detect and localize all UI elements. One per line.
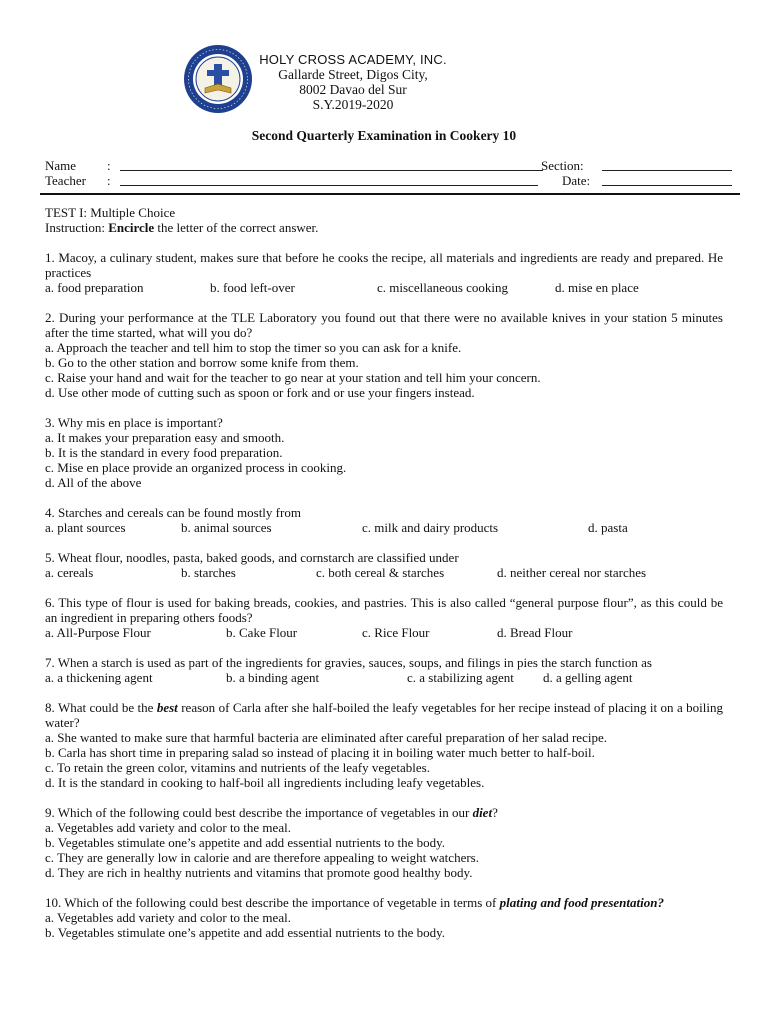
question-5	[45, 550, 723, 580]
question-9	[45, 805, 723, 880]
options-row	[45, 520, 723, 535]
stem-emphasis: diet	[472, 805, 493, 820]
option-c[interactable]: c. To retain the green color, vitamins and nutrients of the leafy vegetables.	[45, 760, 430, 775]
option-b[interactable]: b. animal sources	[181, 520, 272, 535]
question-4	[45, 505, 723, 535]
option-a[interactable]: a. plant sources	[45, 520, 126, 535]
option-c[interactable]: c. miscellaneous cooking	[377, 280, 509, 295]
option-c[interactable]: c. both cereal & starches	[316, 565, 445, 580]
question-3	[45, 415, 723, 490]
option-b[interactable]: b. Carla has short time in preparing salad so instead of placing it in boiling water much better to half-boil.	[45, 745, 595, 760]
school-address-line-2: 8002 Davao del Sur	[299, 82, 407, 97]
stem-emphasis: best	[156, 700, 178, 715]
instruction-bold: Encircle	[108, 220, 155, 235]
stem-text: 9. Which of the following could best describe the importance of vegetables in our	[45, 805, 473, 820]
option-d[interactable]: d. They are rich in healthy nutrients and vitamins that promote good healthy body.	[45, 865, 473, 880]
exam-title: Second Quarterly Examination in Cookery 10	[251, 128, 517, 143]
option-d[interactable]: d. a gelling agent	[543, 670, 633, 685]
stem-text: 8. What could be the	[45, 700, 157, 715]
option-c[interactable]: c. They are generally low in calorie and are therefore appealing to weight watchers.	[45, 850, 479, 865]
option-a[interactable]: a. It makes your preparation easy and smooth.	[45, 430, 285, 445]
option-a[interactable]: a. food preparation	[45, 280, 144, 295]
question-2	[45, 310, 723, 400]
teacher-field-line[interactable]	[120, 185, 538, 186]
option-b[interactable]: b. Go to the other station and borrow some knife from them.	[45, 355, 359, 370]
option-b[interactable]: b. food left-over	[210, 280, 295, 295]
header-divider	[40, 193, 740, 195]
option-c[interactable]: c. milk and dairy products	[362, 520, 499, 535]
option-d[interactable]: d. Bread Flour	[497, 625, 573, 640]
test-title: TEST I: Multiple Choice	[45, 205, 176, 220]
option-d[interactable]: d. neither cereal nor starches	[497, 565, 647, 580]
option-d[interactable]: d. It is the standard in cooking to half-boil all ingredients including leafy vegetables.	[45, 775, 485, 790]
option-c[interactable]: c. Rice Flour	[362, 625, 430, 640]
option-b[interactable]: b. Cake Flour	[226, 625, 298, 640]
teacher-label: Teacher	[45, 173, 86, 188]
teacher-colon: :	[107, 173, 111, 188]
school-year: S.Y.2019-2020	[312, 97, 394, 112]
stem-emphasis: plating and food presentation?	[499, 895, 664, 910]
question-stem	[45, 895, 723, 910]
question-8	[45, 700, 723, 790]
options-row	[45, 565, 723, 580]
option-a[interactable]: a. Approach the teacher and tell him to stop the timer so you can ask for a knife.	[45, 340, 462, 355]
option-b[interactable]: b. It is the standard in every food preparation.	[45, 445, 283, 460]
option-a[interactable]: a. Vegetables add variety and color to the meal.	[45, 910, 291, 925]
option-a[interactable]: a. Vegetables add variety and color to the meal.	[45, 820, 291, 835]
option-c[interactable]: c. Raise your hand and wait for the teacher to go near at your station and tell him your concern.	[45, 370, 541, 385]
question-6	[45, 595, 723, 640]
option-b[interactable]: b. a binding agent	[226, 670, 320, 685]
section-label: Section:	[541, 158, 584, 173]
instruction	[45, 220, 723, 235]
option-b[interactable]: b. starches	[181, 565, 236, 580]
option-d[interactable]: d. pasta	[588, 520, 628, 535]
school-address-line-1: Gallarde Street, Digos City,	[278, 67, 428, 82]
date-field-line[interactable]	[602, 185, 732, 186]
question-7	[45, 655, 723, 685]
name-row	[45, 158, 735, 173]
option-b[interactable]: b. Vegetables stimulate one’s appetite and add essential nutrients to the body.	[45, 835, 446, 850]
options-row	[45, 280, 723, 295]
option-d[interactable]: d. Use other mode of cutting such as spoon or fork and or use your fingers instead.	[45, 385, 475, 400]
option-a[interactable]: a. a thickening agent	[45, 670, 153, 685]
teacher-row	[45, 173, 735, 188]
option-a[interactable]: a. She wanted to make sure that harmful bacteria are eliminated after careful preparation of her salad recipe.	[45, 730, 607, 745]
option-a[interactable]: a. All-Purpose Flour	[45, 625, 151, 640]
stem-text-cont: reason of Carla after she half-boiled the leafy vegetables for her recipe instead of placing it on a boiling water?	[45, 700, 723, 730]
option-c[interactable]: c. Mise en place provide an organized process in cooking.	[45, 460, 347, 475]
options-row	[45, 625, 723, 640]
question-stem: 5. Wheat flour, noodles, pasta, baked goods, and cornstarch are classified under	[45, 550, 459, 565]
option-d[interactable]: d. mise en place	[555, 280, 639, 295]
date-label: Date:	[562, 173, 591, 188]
instruction-suffix: the letter of the correct answer.	[154, 220, 319, 235]
school-name: HOLY CROSS ACADEMY, INC.	[259, 52, 447, 67]
option-b[interactable]: b. Vegetables stimulate one’s appetite and add essential nutrients to the body.	[45, 925, 446, 940]
question-stem	[45, 805, 723, 820]
options-row	[45, 670, 723, 685]
name-colon: :	[107, 158, 111, 173]
question-stem: 6. This type of flour is used for baking breads, cookies, and pastries. This is also called “general purpose flour”, as this could be an ingredient in preparing others foods?	[45, 595, 723, 625]
stem-text-cont: ?	[492, 805, 498, 820]
section-field-line[interactable]	[602, 170, 732, 171]
question-stem	[45, 700, 723, 730]
option-d[interactable]: d. All of the above	[45, 475, 142, 490]
exam-content	[45, 205, 723, 940]
school-header	[258, 52, 448, 112]
question-1	[45, 250, 723, 295]
option-c[interactable]: c. a stabilizing agent	[407, 670, 514, 685]
question-10	[45, 895, 723, 940]
question-stem: 4. Starches and cereals can be found mostly from	[45, 505, 301, 520]
name-label: Name	[45, 158, 77, 173]
option-a[interactable]: a. cereals	[45, 565, 94, 580]
question-stem: 7. When a starch is used as part of the ingredients for gravies, sauces, soups, and filings in pies the starch function as	[45, 655, 652, 670]
question-stem: 2. During your performance at the TLE Laboratory you found out that there were no available knives in your station 5 minutes after the time started, what will you do?	[45, 310, 723, 340]
school-seal-logo	[183, 44, 253, 114]
question-stem: 1. Macoy, a culinary student, makes sure that before he cooks the recipe, all materials and ingredients are ready and prepared. He practices	[45, 250, 723, 280]
question-stem: 3. Why mis en place is important?	[45, 415, 223, 430]
stem-text: 10. Which of the following could best describe the importance of vegetable in terms of	[45, 895, 500, 910]
instruction-prefix: Instruction:	[45, 220, 109, 235]
name-field-line[interactable]	[120, 170, 543, 171]
